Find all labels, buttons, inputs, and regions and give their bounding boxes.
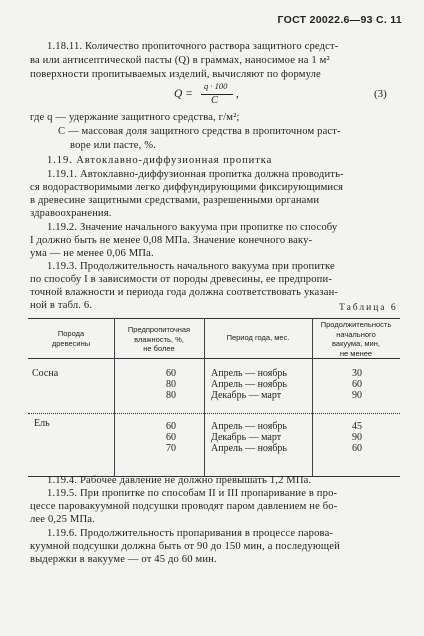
header-species <box>28 329 114 348</box>
species-cell: Сосна <box>32 368 59 379</box>
paragraph-1-19-3-line: точной влажности и периода года должна соответствовать указан- <box>30 287 339 298</box>
where-line: C — массовая доля защитного средства в пропиточном раст- <box>58 126 341 137</box>
table-caption: Таблица 6 <box>339 303 398 313</box>
header-line: Продолжительность <box>320 320 392 329</box>
moisture-cell: 60 <box>166 421 176 432</box>
table-header-rule <box>28 358 400 359</box>
duration-cell: 30 <box>352 368 362 379</box>
header-line: древесины <box>51 338 91 348</box>
moisture-cell: 70 <box>166 443 176 454</box>
paragraph-1-19-6-line: выдержки в вакууме — от 45 до 60 мин. <box>30 554 217 565</box>
paragraph-1-18-11-line: 1.18.11. Количество пропиточного раствора защитного средст- <box>47 41 339 52</box>
period-cell: Декабрь — март <box>211 390 282 401</box>
species-cell: Ель <box>34 418 50 429</box>
duration-cell: 90 <box>352 390 362 401</box>
where-line: где q — удержание защитного средства, г/м²; <box>30 112 240 123</box>
paragraph-1-19-5-line: лее 0,25 МПа. <box>30 514 95 525</box>
duration-cell: 60 <box>352 379 362 390</box>
formula-3 <box>174 82 284 108</box>
header-line: не менее <box>339 348 373 358</box>
moisture-cell: 80 <box>166 379 176 390</box>
paragraph-1-19-1-line: ся водорастворимыми легко диффундирующими фиксирующимися <box>30 182 344 193</box>
header-line: Предпропиточная <box>127 325 191 334</box>
header-line: начального <box>336 329 376 339</box>
section-heading-1-19: 1.19. Автоклавно-диффузионная пропитка <box>47 155 273 166</box>
paragraph-1-19-1-line: в древесине защитными средствами, разрешенными органами <box>30 195 320 206</box>
period-cell: Декабрь — март <box>211 432 282 443</box>
paragraph-1-18-11-line: ва или антисептической пасты (Q) в граммах, наносимое на 1 м² <box>30 55 330 66</box>
formula-numerator: q · 100 <box>204 81 228 91</box>
paragraph-1-19-5-line: цессе паровакуумной подсушки проводят паром давлением не бо- <box>30 501 338 512</box>
duration-cell: 60 <box>352 443 362 454</box>
header-line: Период года, мес. <box>226 333 290 342</box>
moisture-cell: 60 <box>166 368 176 379</box>
where-line: воре или пасте, %. <box>70 140 157 151</box>
duration-cell: 45 <box>352 421 362 432</box>
paragraph-1-19-3-line: по способу I в зависимости от породы древесины, ее предпропи- <box>30 274 332 285</box>
period-cell: Апрель — ноябрь <box>211 443 287 454</box>
period-cell: Апрель — ноябрь <box>211 421 287 432</box>
paragraph-1-19-1-line: 1.19.1. Автоклавно-диффузионная пропитка должна проводить- <box>47 169 344 180</box>
paragraph-1-19-3-line: 1.19.3. Продолжительность начального вакуума при пропитке <box>47 261 335 272</box>
paragraph-1-19-2-line: 1.19.2. Значение начального вакуума при пропитке по способу <box>47 222 338 233</box>
header-period <box>204 333 312 343</box>
formula-comma: , <box>236 88 239 100</box>
header-line: не более <box>143 344 175 353</box>
formula-lhs: Q = <box>174 88 193 100</box>
duration-cell: 90 <box>352 432 362 443</box>
header-line: Порода <box>57 329 85 338</box>
table-group-rule <box>28 413 400 414</box>
table-top-rule <box>28 318 400 319</box>
paragraph-1-19-2-line: ума — не менее 0,06 МПа. <box>30 248 154 259</box>
formula-denominator: C <box>211 95 219 106</box>
moisture-cell: 60 <box>166 432 176 443</box>
paragraph-1-19-3-line: ной в табл. 6. <box>30 300 93 311</box>
moisture-cell: 80 <box>166 390 176 401</box>
paragraph-1-19-1-line: здравоохранения. <box>30 208 112 219</box>
header-duration <box>312 320 400 358</box>
header-line: вакуума, мин, <box>332 339 380 348</box>
paragraph-1-18-11-line: поверхности пропитываемых изделий, вычисляют по формуле <box>30 69 321 80</box>
header-moisture <box>114 325 204 354</box>
paragraph-1-19-6-line: 1.19.6. Продолжительность пропаривания в процессе парова- <box>47 528 334 539</box>
period-cell: Апрель — ноябрь <box>211 379 287 390</box>
period-cell: Апрель — ноябрь <box>211 368 287 379</box>
paragraph-1-19-5-line: 1.19.5. При пропитке по способам II и III пропаривание в про- <box>47 488 338 499</box>
paragraph-1-19-4: 1.19.4. Рабочее давление не должно превышать 1,2 МПа. <box>47 475 312 486</box>
paragraph-1-19-6-line: куумной подсушки должна быть от 90 до 150 мин, а последующей <box>30 541 340 552</box>
page-header: ГОСТ 20022.6—93 С. 11 <box>277 14 402 26</box>
header-line: влажность, %, <box>134 334 184 344</box>
formula-number: (3) <box>374 88 387 100</box>
paragraph-1-19-2-line: I должно быть не менее 0,08 МПа. Значение конечного ваку- <box>30 235 313 246</box>
